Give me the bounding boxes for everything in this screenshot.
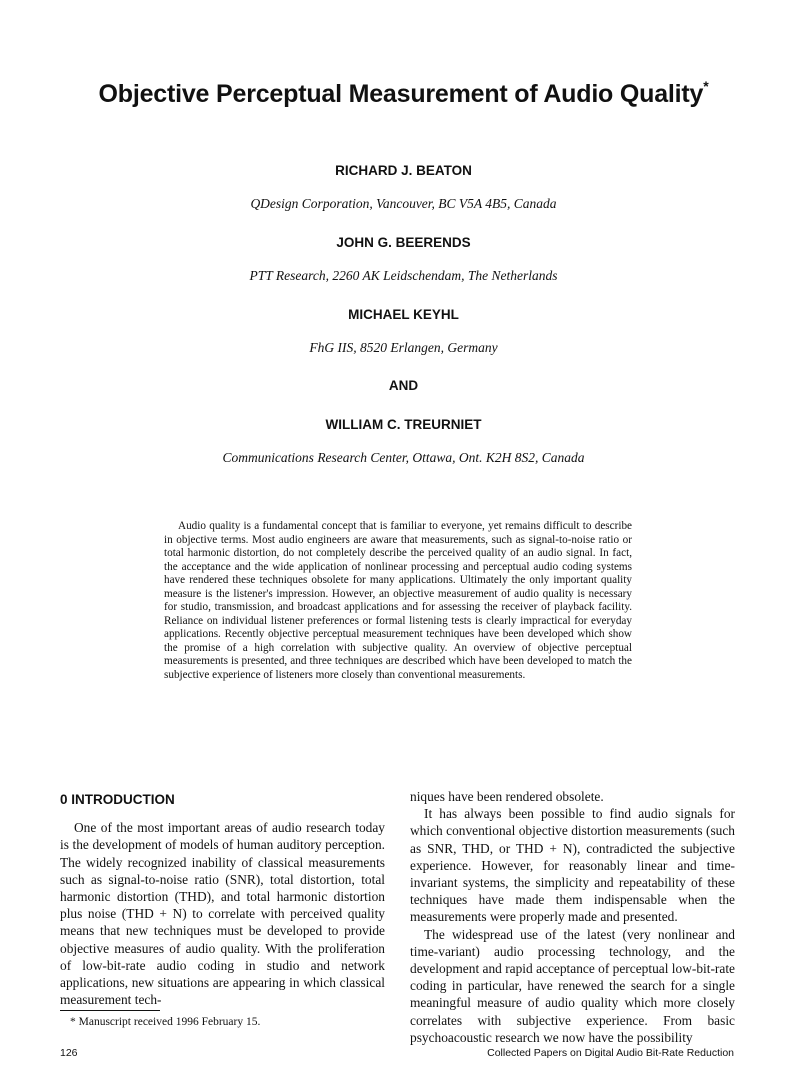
author-affiliation: Communications Research Center, Ottawa, Ont. K2H 8S2, Canada [222, 450, 585, 465]
title-footnote-marker: * [703, 78, 709, 94]
body-paragraph: One of the most important areas of audio research today is the development of models of human auditory perception. The widely recognized inability of classical measurements such as signal-to-noise ratio (SNR), total distortion, total harmonic distortion (THD), and total harmonic distortion plus noise (THD + N) to correlate with perceived quality means that new techniques must be developed to provide objective measures of audio quality. With the proliferation of low-bit-rate audio coding in studio and network applications, new situations are appearing in which classical measurement tech- [60, 820, 385, 1008]
abstract [164, 520, 632, 682]
footnote: * Manuscript received 1996 February 15. [70, 1016, 261, 1028]
body-paragraph-continuation: niques have been rendered obsolete. [410, 789, 604, 804]
left-column [60, 788, 385, 1008]
title-text: Objective Perceptual Measurement of Audio Quality [98, 80, 704, 108]
author-name: WILLIAM C. TREURNIET [325, 417, 482, 432]
body-paragraph: The widespread use of the latest (very nonlinear and time-variant) audio processing technology, and the development and rapid acceptance of perceptual low-bit-rate coding in particular, have renewed the search for a single meaningful measure of audio quality which more closely correlates with subjective experience. From basic psychoacoustic research we now have the possibility [410, 926, 735, 1045]
abstract-text: Audio quality is a fundamental concept that is familiar to everyone, yet remains difficult to describe in objective terms. Most audio engineers are aware that measurements, such as signal-to-noise ratio or total harmonic distortion, do not completely describe the perceived quality of an audio signal. In fact, the acceptance and the wide application of nonlinear processing and perceptual audio coding systems have rendered these techniques obsolete for many applications. Ultimately the only important quality measure is the listener's impression. However, an objective measurement of audio quality is necessary for studio, transmission, and broadcast applications and for assessing the receiver of playback facility. Reliance on individual listener preferences or formal listening tests is clearly impractical for everyday applications. Recently objective perceptual measurement techniques have been developed which show the promise of a high correlation with subjective quality. An overview of objective perceptual measurements is presented, and three techniques are described which have been developed to match the subjective experience of listeners more closely than conventional measurements. [164, 520, 632, 681]
footnote-divider [60, 1010, 160, 1011]
author-affiliation: QDesign Corporation, Vancouver, BC V5A 4B5, Canada [250, 196, 557, 211]
author-affiliation: PTT Research, 2260 AK Leidschendam, The Netherlands [249, 268, 558, 283]
author-name: MICHAEL KEYHL [348, 307, 459, 322]
section-heading: 0 INTRODUCTION [60, 792, 175, 807]
right-column [410, 788, 735, 1046]
author-name: RICHARD J. BEATON [335, 163, 472, 178]
author-affiliation: FhG IIS, 8520 Erlangen, Germany [309, 340, 498, 355]
author-name: JOHN G. BEERENDS [336, 235, 471, 250]
page-number: 126 [60, 1047, 78, 1059]
body-paragraph: It has always been possible to find audio signals for which conventional objective distortion measurements (such as SNR, THD, or THD + N), contradicted the subjective experience. However, for reasonably linear and time-invariant systems, the simplicity and repeatability of these techniques have made them indispensable when the measurements were properly made and presented. [410, 806, 735, 925]
paper-title [0, 80, 807, 109]
running-footer: Collected Papers on Digital Audio Bit-Rate Reduction [487, 1047, 734, 1059]
and-separator: AND [388, 378, 419, 393]
